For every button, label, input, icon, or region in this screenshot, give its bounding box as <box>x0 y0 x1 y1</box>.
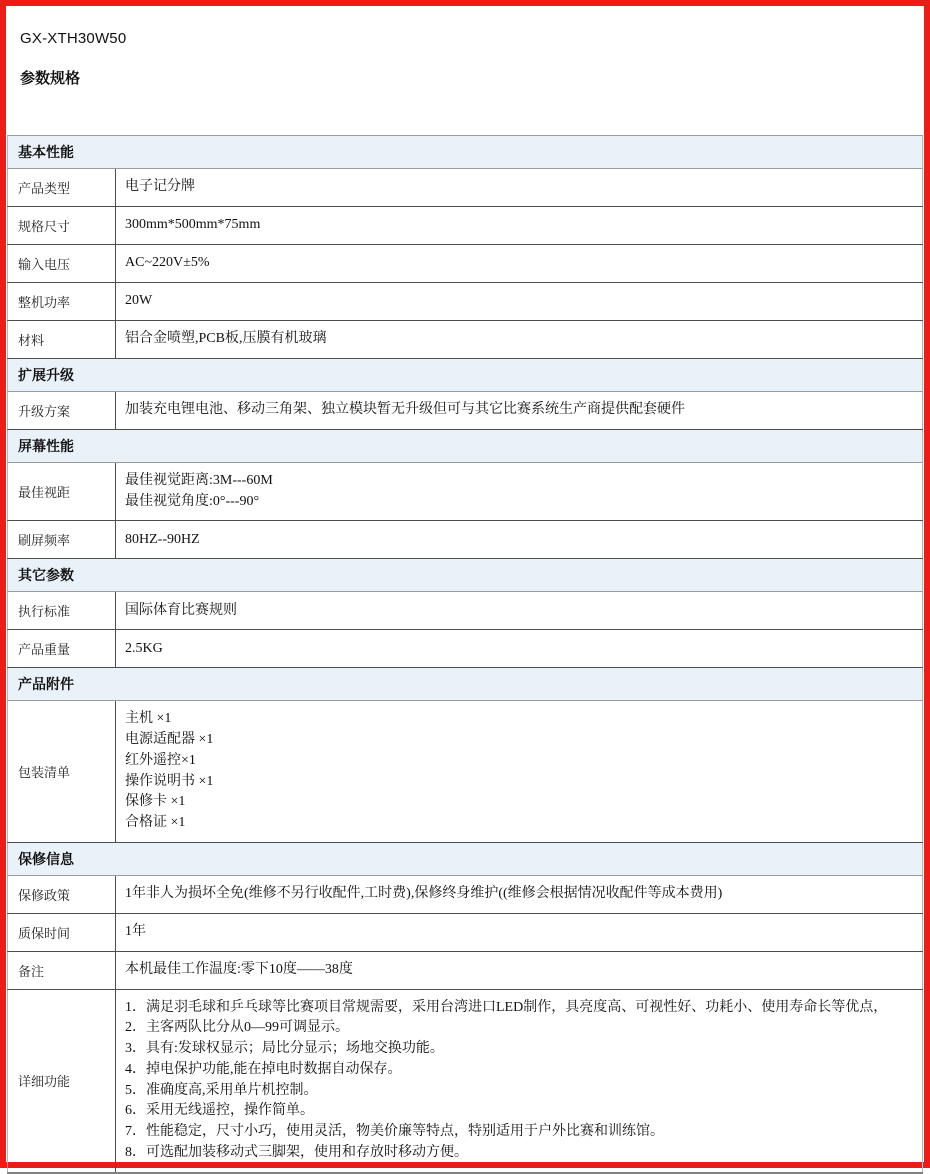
spec-label: 整机功率 <box>8 283 116 321</box>
spec-row <box>8 392 923 430</box>
product-model-title: GX-XTH30W50 <box>20 30 127 47</box>
spec-row <box>8 463 923 521</box>
spec-value-line: 电子记分牌 <box>125 179 195 195</box>
spec-value <box>116 592 923 630</box>
section-header: 屏幕性能 <box>8 430 923 463</box>
spec-value <box>116 989 923 1172</box>
section-header: 产品附件 <box>8 668 923 701</box>
spec-label: 包装清单 <box>8 701 116 842</box>
spec-heading: 参数规格 <box>20 70 81 87</box>
spec-row <box>8 592 923 630</box>
spec-label: 材料 <box>8 321 116 359</box>
spec-value-line: 国际体育比赛规则 <box>125 602 237 618</box>
spec-value-line: 操作说明书 ×1 <box>125 773 214 789</box>
spec-value-line: 最佳视觉角度:0°---90° <box>125 493 260 509</box>
spec-value <box>116 630 923 668</box>
spec-value <box>116 951 923 989</box>
spec-row <box>8 951 923 989</box>
spec-value-line: 2．主客两队比分从0—99可调显示。 <box>125 1020 349 1036</box>
spec-label: 规格尺寸 <box>8 207 116 245</box>
spec-label: 执行标准 <box>8 592 116 630</box>
spec-row <box>8 701 923 842</box>
spec-value-line: 保修卡 ×1 <box>125 794 186 810</box>
spec-label: 刷屏频率 <box>8 521 116 559</box>
section-header: 保修信息 <box>8 842 923 875</box>
section-header: 基本性能 <box>8 136 923 169</box>
spec-value-line: 合格证 ×1 <box>125 815 186 831</box>
spec-label: 产品类型 <box>8 169 116 207</box>
spec-value-line: 1．满足羽毛球和乒乓球等比赛项目常规需要，采用台湾进口LED制作，具亮度高、可视性好、功耗小、使用寿命长等优点， <box>125 999 888 1015</box>
spec-row <box>8 321 923 359</box>
spec-table-body <box>8 136 923 1173</box>
spec-value <box>116 245 923 283</box>
page-header <box>6 6 924 88</box>
spec-value <box>116 463 923 521</box>
spec-value-line: 1年 <box>125 923 146 939</box>
spec-label: 输入电压 <box>8 245 116 283</box>
spec-value-line: 4．掉电保护功能,能在掉电时数据自动保存。 <box>125 1061 402 1077</box>
spec-value-line: 铝合金喷塑,PCB板,压膜有机玻璃 <box>125 331 327 347</box>
spec-label: 备注 <box>8 951 116 989</box>
spec-value-line: 红外遥控×1 <box>125 752 196 768</box>
spec-label: 详细功能 <box>8 989 116 1172</box>
spec-value-line: 7．性能稳定，尺寸小巧，使用灵活，物美价廉等特点，特别适用于户外比赛和训练馆。 <box>125 1124 664 1140</box>
spec-value <box>116 701 923 842</box>
spec-value <box>116 283 923 321</box>
spec-value <box>116 207 923 245</box>
spec-row <box>8 245 923 283</box>
spec-value <box>116 392 923 430</box>
spec-row <box>8 521 923 559</box>
spec-value <box>116 521 923 559</box>
spec-value-line: 2.5KG <box>125 640 163 656</box>
spec-row <box>8 207 923 245</box>
spec-value-line: AC~220V±5% <box>125 255 210 271</box>
section-header: 扩展升级 <box>8 359 923 392</box>
spec-value-line: 最佳视觉距离:3M---60M <box>125 473 273 488</box>
spec-row <box>8 283 923 321</box>
spec-value-line: 6．采用无线遥控，操作简单。 <box>125 1103 314 1119</box>
spec-value <box>116 875 923 913</box>
spec-value <box>116 913 923 951</box>
spec-label: 保修政策 <box>8 875 116 913</box>
spec-value-line: 主机 ×1 <box>125 711 172 727</box>
spec-value-line: 1年非人为损坏全免(维修不另行收配件,工时费),保修终身维护((维修会根据情况收配件等成本费用) <box>125 885 723 901</box>
section-header: 其它参数 <box>8 559 923 592</box>
spec-label: 升级方案 <box>8 392 116 430</box>
spec-row <box>8 913 923 951</box>
spec-label: 最佳视距 <box>8 463 116 521</box>
spec-row <box>8 169 923 207</box>
spec-value-line: 3．具有:发球权显示；局比分显示；场地交换功能。 <box>125 1041 444 1057</box>
spec-value-line: 20W <box>125 293 153 309</box>
spec-value-line: 5．准确度高,采用单片机控制。 <box>125 1082 318 1098</box>
spec-value-line: 80HZ--90HZ <box>125 531 200 547</box>
spec-value-line: 300mm*500mm*75mm <box>125 217 261 233</box>
spec-value-line: 加装充电锂电池、移动三角架、独立模块暂无升级但可与其它比赛系统生产商提供配套硬件 <box>125 402 685 418</box>
spec-label: 质保时间 <box>8 913 116 951</box>
spec-row <box>8 989 923 1172</box>
spec-value-line: 本机最佳工作温度:零下10度——38度 <box>125 961 353 977</box>
spec-table <box>7 135 923 1174</box>
spec-value <box>116 321 923 359</box>
spec-row <box>8 630 923 668</box>
spec-value <box>116 169 923 207</box>
spec-value-line: 8．可选配加装移动式三脚架，使用和存放时移动方便。 <box>125 1144 468 1160</box>
spec-label: 产品重量 <box>8 630 116 668</box>
spec-value-line: 电源适配器 ×1 <box>125 732 214 748</box>
spec-row <box>8 875 923 913</box>
